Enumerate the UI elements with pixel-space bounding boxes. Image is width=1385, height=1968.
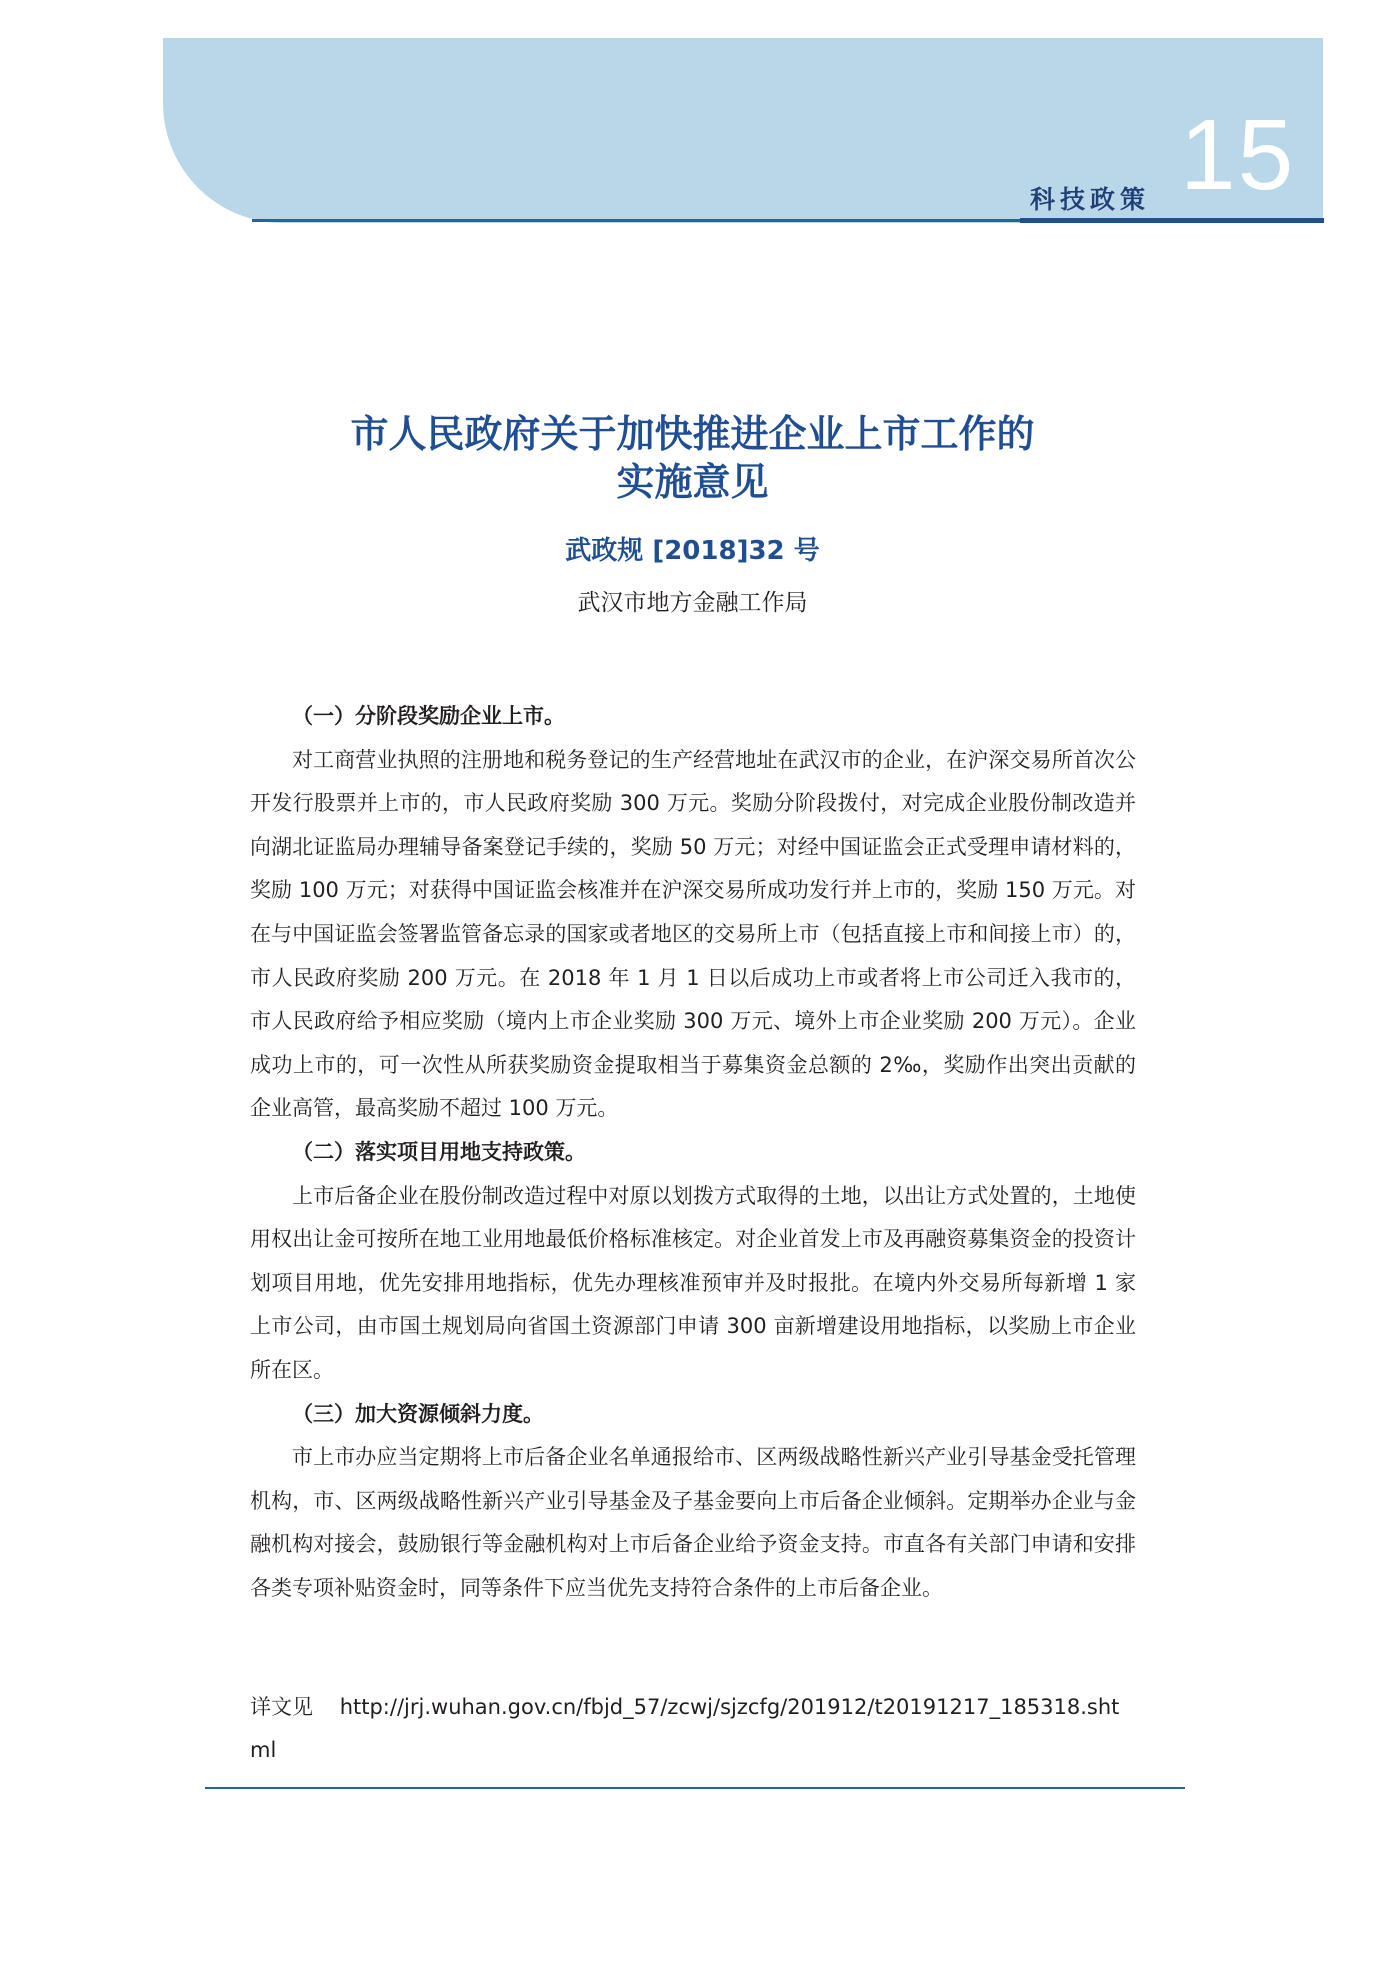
document-number: 武政规 [2018]32 号: [565, 536, 820, 566]
reference-label: 详文见: [250, 1695, 313, 1719]
section-paragraph-1: 对工商营业执照的注册地和税务登记的生产经营地址在武汉市的企业，在沪深交易所首次公开发行股票并上市的，市人民政府奖励 300 万元。奖励分阶段拨付，对完成企业股份制改造并向湖北证监局办理辅导备案登记手续的，奖励 50 万元；对经中国证监会正式受理申请材料的，奖励 100 万元；对获得中国证监会核准并在沪深交易所成功发行并上市的，奖励 150 万元。对在与中国证监会签署监管备忘录的国家或者地区的交易所上市（包括直接上市和间接上市）的，市人民政府奖励 200 万元。在 2018 年 1 月 1 日以后成功上市或者将上市公司迁入我市的，市人民政府给予相应奖励（境内上市企业奖励 300 万元、境外上市企业奖励 200 万元）。企业成功上市的，可一次性从所获奖励资金提取相当于募集资金总额的 2‰，奖励作出突出贡献的企业高管，最高奖励不超过 100 万元。: [250, 747, 1136, 1121]
header-rule-accent: [1020, 218, 1324, 223]
page-number: 15: [1180, 99, 1296, 211]
footer-rule: [205, 1787, 1185, 1789]
document-title: [0, 410, 1385, 506]
section-heading-2: （二）落实项目用地支持政策。: [292, 1139, 586, 1164]
reference-link[interactable]: http://jrj.wuhan.gov.cn/fbjd_57/zcwj/sjzcfg/201912/t20191217_185318.shtml: [250, 1695, 1120, 1762]
document-body: [250, 695, 1136, 1610]
issuer: 武汉市地方金融工作局: [577, 590, 808, 616]
section-heading-3: （三）加大资源倾斜力度。: [292, 1401, 544, 1426]
section-paragraph-3: 市上市办应当定期将上市后备企业名单通报给市、区两级战略性新兴产业引导基金受托管理机构，市、区两级战略性新兴产业引导基金及子基金要向上市后备企业倾斜。定期举办企业与金融机构对接会，鼓励银行等金融机构对上市后备企业给予资金支持。市直各有关部门申请和安排各类专项补贴资金时，同等条件下应当优先支持符合条件的上市后备企业。: [250, 1445, 1136, 1600]
section-label: 科技政策: [1030, 185, 1151, 214]
section-heading-1: （一）分阶段奖励企业上市。: [292, 704, 565, 728]
title-line-2: 实施意见: [616, 460, 769, 504]
section-paragraph-2: 上市后备企业在股份制改造过程中对原以划拨方式取得的土地，以出让方式处置的，土地使用权出让金可按所在地工业用地最低价格标准核定。对企业首发上市及再融资募集资金的投资计划项目用地，优先安排用地指标，优先办理核准预审并及时报批。在境内外交易所每新增 1 家上市公司，由市国土规划局向省国土资源部门申请 300 亩新增建设用地指标，以奖励上市企业所在区。: [250, 1183, 1136, 1382]
title-line-1: 市人民政府关于加快推进企业上市工作的: [350, 412, 1035, 456]
reference: [250, 1686, 1136, 1772]
